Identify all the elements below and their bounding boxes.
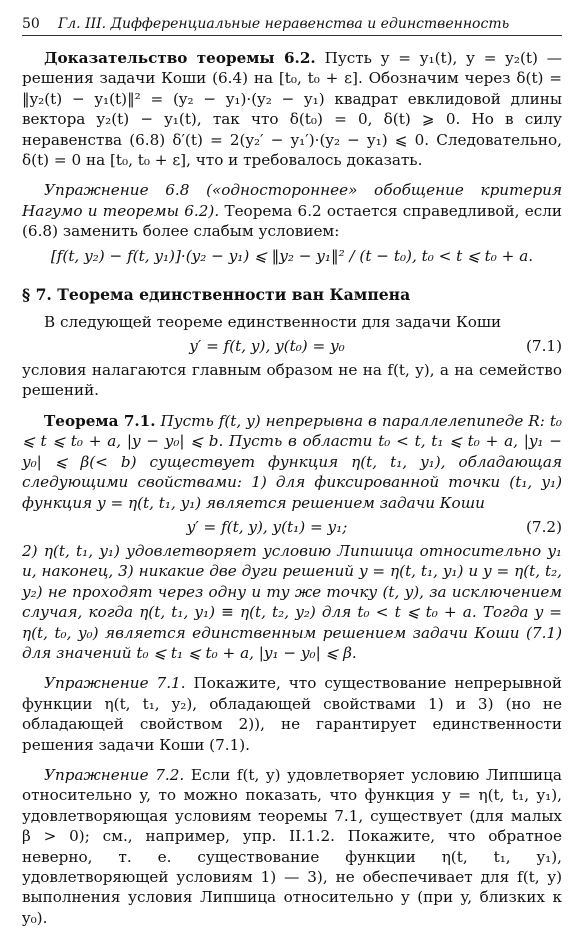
- formula-7-1-number: (7.1): [525, 337, 562, 356]
- exercise-6-8-formula: [22, 244, 562, 268]
- formula-7-1: [22, 334, 562, 358]
- exercise-6-8-title: («одностороннее» обобщение критерия Нагумо и теоремы 6.2).: [22, 181, 563, 220]
- theorem-7-1-label: Теорема 7.1.: [44, 411, 156, 430]
- exercise-6-8-text: Теорема 6.2 остается справедливой, если (6.8) заменить более слабым условием:: [22, 201, 562, 241]
- section-7-intro: В следующей теореме единственности для задачи Коши: [44, 312, 502, 331]
- formula-7-2-number: (7.2): [525, 517, 562, 536]
- page-number: 50: [22, 16, 40, 32]
- exercise-7-2-text: Если f(t, y) удовлетворяет условию Липшица относительно y, то можно показать, что функция y = η(t, t₁, y₁), удовлетворяющая условиям теоремы 7.1, существует (для малых β > 0); см., например, упр. II.1.2. Покажите, что обратное неверно, т. е. существование функции η(t, t₁, y₁), удовлетворяющей условиям 1) — 3), не обеспечивает для f(t, y) выполнения условия Липшица относительно y (при y, близких к y₀).: [22, 765, 562, 927]
- exercise-7-2-label: Упражнение 7.2.: [44, 765, 185, 784]
- theorem-7-1-text-2: 2) η(t, t₁, y₁) удовлетворяет условию Липшица относительно y₁ и, наконец, 3) никакие две дуги решений y = η(t, t₁, y₁) и y = η(t, t₂, y₂) не проходят через одну и ту же точку (t, y), за исключением случая, когда η(t, t₁, y₁) ≡ η(t, t₂, y₂) для t₀ < t ⩽ t₀ + a. Тогда y = η(t, t₀, y₀) является единственным решением задачи Коши (7.1) для значений t₀ ⩽ t₁ ⩽ t₀ + a, |y₁ − y₀| ⩽ β.: [22, 541, 562, 662]
- formula-7-2: [22, 515, 562, 539]
- exercise-7-1-paragraph: [22, 673, 562, 755]
- book-page: [22, 10, 562, 928]
- running-title: Гл. III. Дифференциальные неравенства и единственность: [58, 16, 510, 32]
- exercise-7-2-paragraph: [22, 765, 562, 928]
- formula-7-2-body: y′ = f(t, y), y(t₁) = y₁;: [186, 517, 348, 536]
- proof-paragraph: [22, 48, 562, 170]
- proof-text: Пусть y = y₁(t), y = y₂(t) — решения задачи Коши (6.4) на [t₀, t₀ + ε]. Обозначим через δ(t) = ‖y₂(t) − y₁(t)‖² = (y₂ − y₁)·(y₂ − y₁) квадрат евклидовой длины вектора y₂(t) − y₁(t), так что δ(t₀) = 0, δ(t) ⩾ 0. Но в силу неравенства (6.8) δ′(t) = 2(y₂′ − y₁′)·(y₂ − y₁) ⩽ 0. Следовательно, δ(t) = 0 на [t₀, t₀ + ε], что и требовалось доказать.: [22, 49, 562, 170]
- section-7-heading: § 7. Теорема единственности ван Кампена: [22, 284, 411, 304]
- exercise-6-8-label: Упражнение 6.8: [44, 181, 190, 200]
- exercise-7-1-text: Покажите, что существование непрерывной функции η(t, t₁, y₂), обладающей свойствами 1) и 3) (но не обладающей свойством 2)), не гарантирует единственности решения задачи Коши (7.1).: [22, 674, 563, 754]
- running-header: [22, 10, 562, 36]
- theorem-7-1-text-1: Пусть f(t, y) непрерывна в параллелепипеде R: t₀ ⩽ t ⩽ t₀ + a, |y − y₀| ⩽ b. Пусть в области t₀ < t, t₁ ⩽ t₀ + a, |y₁ − y₀| ⩽ β(< b) существует функция η(t, t₁, y₁), обладающая следующими свойствами: 1) для фиксированной точки (t₁, y₁) функция y = η(t, t₁, y₁) является решением задачи Коши: [22, 411, 563, 512]
- proof-label: Доказательство теоремы 6.2.: [44, 49, 316, 67]
- exercise-7-1-label: Упражнение 7.1.: [44, 674, 186, 693]
- exercise-6-8-paragraph: [22, 180, 562, 241]
- section-7-after: условия налагаются главным образом не на f(t, y), а на семейство решений.: [22, 361, 562, 400]
- inequality-formula: [f(t, y₂) − f(t, y₁)]·(y₂ − y₁) ⩽ ‖y₂ − y₁‖² / (t − t₀), t₀ < t ⩽ t₀ + a.: [50, 246, 534, 265]
- theorem-7-1-paragraph: [22, 411, 562, 513]
- formula-7-1-body: y′ = f(t, y), y(t₀) = y₀: [189, 337, 345, 356]
